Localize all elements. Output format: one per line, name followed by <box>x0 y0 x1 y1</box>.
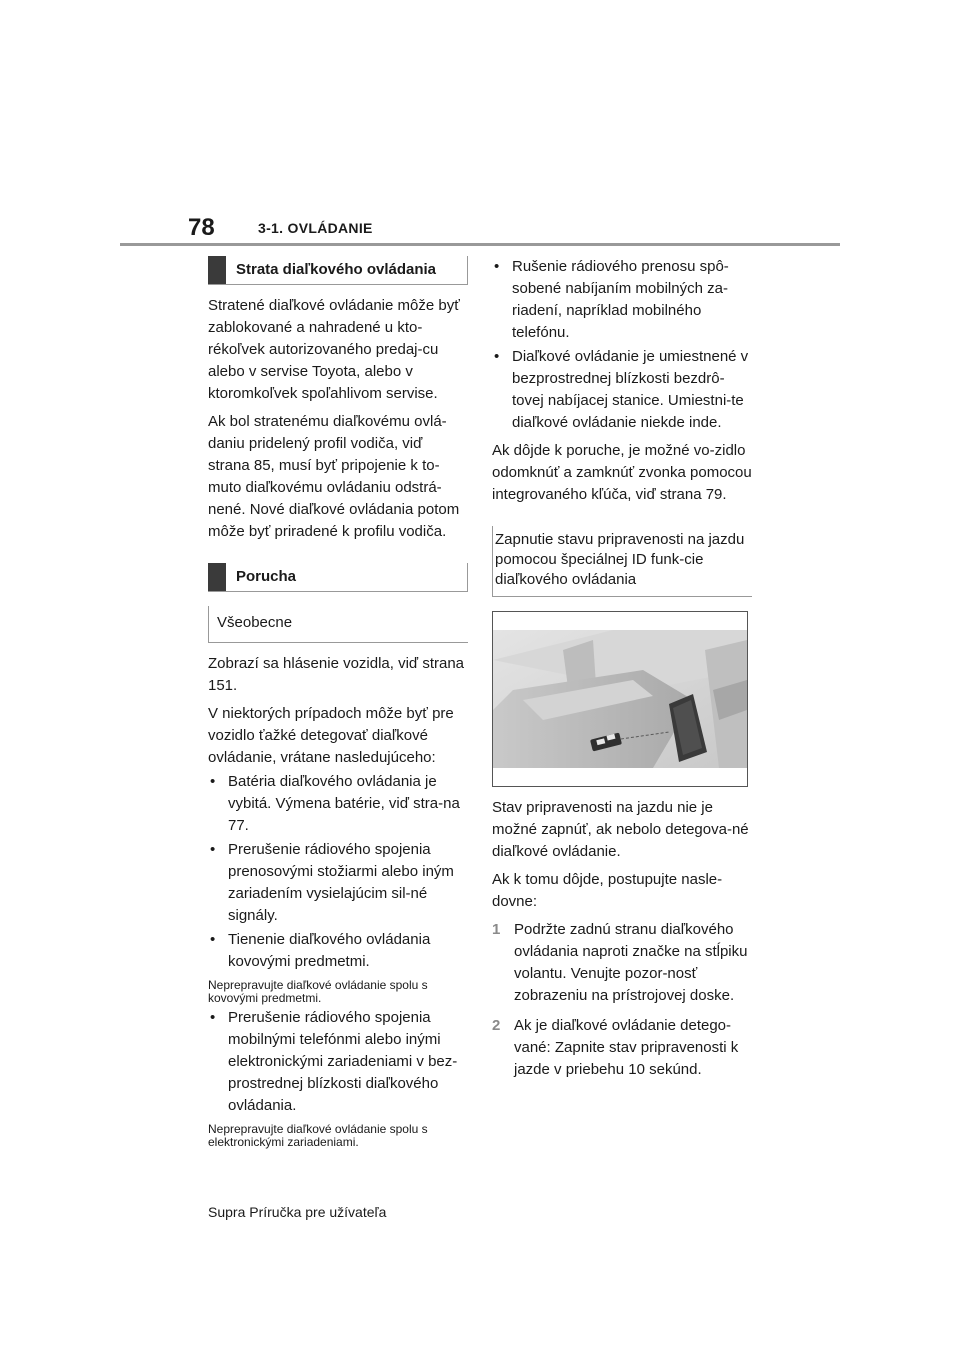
page-number: 78 <box>188 214 215 241</box>
list-item: • Batéria diaľkového ovládania je vybitá. Výmena batérie, viď stra-na 77. <box>208 771 468 837</box>
fault-causes-list-a <box>208 771 468 973</box>
general-subheading: Všeobecne <box>217 614 293 631</box>
list-item: • Tienenie diaľkového ovládania kovovými predmetmi. <box>208 929 468 973</box>
footer-text: Supra Príručka pre užívateľa <box>208 1204 387 1220</box>
list-item: • Prerušenie rádiového spojenia mobilnými telefónmi alebo inými elektronickými zariadeniami v bez-prostrednej blízkosti diaľkového ovládania. <box>208 1007 468 1117</box>
lost-remote-heading-box <box>208 256 468 285</box>
fault-paragraph-3: Ak dôjde k poruche, je možné vo-zidlo odomknúť a zamknúť zvonka pomocou integrovaného kľúča, viď strana 79. <box>492 442 752 503</box>
general-subheading-box <box>208 606 468 643</box>
step-text: Podržte zadnú stranu diaľkového ovládania naproti značke na stĺpiku volantu. Venujte pozor-nosť zobrazeniu na prístrojovej doske. <box>514 921 748 1004</box>
fault-paragraph-1: Zobrazí sa hlásenie vozidla, viď strana 151. <box>208 655 465 694</box>
fault-paragraph-2: V niektorých prípadoch môže byť pre vozidlo ťažké detegovať diaľkové ovládanie, vrátane nasledujúceho: <box>208 705 454 766</box>
heading-bar <box>208 563 226 591</box>
step-text: Ak je diaľkové ovládanie detego-vané: Zapnite stav pripravenosti k jazde v priebehu 10 sekúnd. <box>514 1017 739 1078</box>
ready-to-drive-heading: Zapnutie stavu pripravenosti na jazdu pomocou špeciálnej ID funk-cie diaľkového ovládania <box>495 531 745 588</box>
heading-bar <box>208 256 226 284</box>
header-rule <box>120 243 840 246</box>
fault-causes-list-c <box>492 256 752 434</box>
left-column <box>208 256 468 1151</box>
lost-remote-heading: Strata diaľkového ovládania <box>236 261 437 278</box>
step-item <box>492 1015 752 1081</box>
note-electronic-devices: Neprepravujte diaľkové ovládanie spolu s elektronickými zariadeniami. <box>208 1122 428 1149</box>
list-item: • Prerušenie rádiového spojenia prenosovými stožiarmi alebo iným zariadením vysielajúcim sil-né signály. <box>208 839 468 927</box>
lost-remote-paragraph-2: Ak bol stratenému diaľkovému ovlá-daniu pridelený profil vodiča, viď strana 85, musí byť pripojenie k to-muto diaľkovému ovládaniu odstrá-nené. Nové diaľkové ovládania potom môže byť priradené k profilu vodiča. <box>208 413 460 540</box>
list-item: • Diaľkové ovládanie je umiestnené v bezprostrednej blízkosti bezdrô-tovej nabíjacej stanice. Umiestni-te diaľkové ovládanie niekde inde. <box>492 346 752 434</box>
section-title: 3-1. OVLÁDANIE <box>258 220 373 236</box>
ready-steps-list <box>492 919 752 1081</box>
right-column <box>492 256 752 1089</box>
step-number: 1 <box>492 921 501 938</box>
ready-paragraph-2: Ak k tomu dôjde, postupujte nasle-dovne: <box>492 871 723 910</box>
note-metal-objects: Neprepravujte diaľkové ovládanie spolu s kovovými predmetmi. <box>208 978 428 1005</box>
step-number: 2 <box>492 1017 501 1034</box>
fault-causes-list-b <box>208 1007 468 1117</box>
lost-remote-paragraph-1: Stratené diaľkové ovládanie môže byť zablokované a nahradené u kto-rékoľvek autorizovaného predaj-cu alebo v servise Toyota, alebo v ktoromkoľvek spoľahlivom servise. <box>208 297 460 402</box>
fault-heading-box <box>208 563 468 592</box>
ready-paragraph-1: Stav pripravenosti na jazdu nie je možné zapnúť, ak nebolo detegova-né diaľkové ovládanie. <box>492 799 749 860</box>
step-item <box>492 919 752 1007</box>
ready-to-drive-heading-box <box>492 526 752 597</box>
steering-column-drawing <box>493 630 747 768</box>
fault-heading: Porucha <box>236 568 297 585</box>
list-item: • Rušenie rádiového prenosu spô-sobené nabíjaním mobilných za-riadení, napríklad mobilného telefónu. <box>492 256 752 344</box>
steering-column-illustration <box>492 611 748 787</box>
